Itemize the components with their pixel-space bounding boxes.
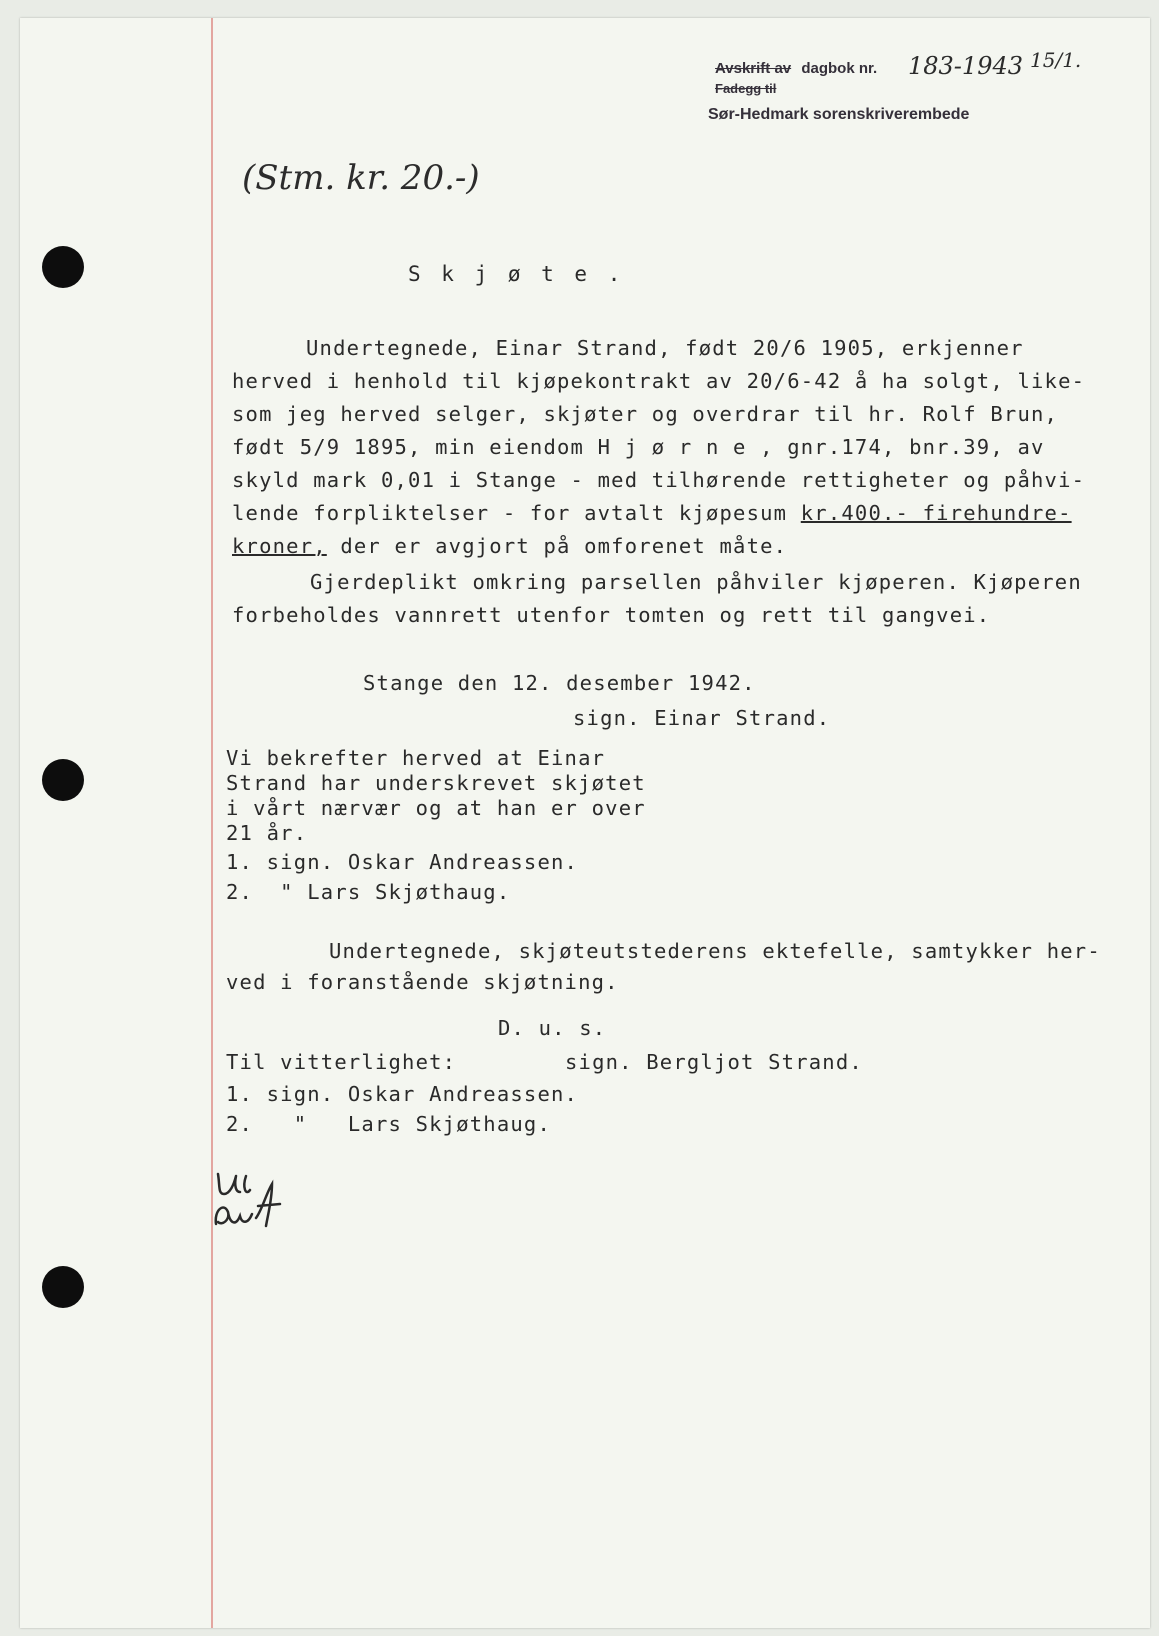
margin-rule: [211, 18, 213, 1628]
witness2-line: 1. sign. Oskar Andreassen.: [226, 1082, 579, 1106]
stamp-duty-note: (Stm. kr. 20.-): [242, 158, 480, 198]
witness-line: i vårt nærvær og at han er over: [226, 796, 646, 820]
punch-hole: [42, 759, 84, 801]
consent-line: Undertegnede, skjøteutstederens ektefelle, samtykker her-: [329, 939, 1101, 963]
witness-line: 2. " Lars Skjøthaug.: [226, 880, 511, 904]
para1-line: herved i henhold til kjøpekontrakt av 20/6-42 å ha solgt, like-: [232, 369, 1086, 393]
witness-line: Vi bekrefter herved at Einar: [226, 746, 606, 770]
spouse-signature: sign. Bergljot Strand.: [565, 1050, 863, 1074]
para1-line: født 5/9 1895, min eiendom H j ø r n e , gnr.174, bnr.39, av: [232, 435, 1045, 459]
witness-line: 1. sign. Oskar Andreassen.: [226, 850, 579, 874]
para1-line: skyld mark 0,01 i Stange - med tilhørende rettigheter og påhvi-: [232, 468, 1086, 492]
dus: D. u. s.: [498, 1016, 607, 1040]
stamp-prefix: Avskrift av: [715, 60, 792, 77]
place-date: Stange den 12. desember 1942.: [363, 671, 756, 695]
document-title: S k j ø t e .: [408, 262, 625, 286]
document-page: [20, 18, 1150, 1628]
purchase-amount-words: kroner,: [232, 534, 327, 558]
witness-line: 21 år.: [226, 821, 308, 845]
registry-stamp: [715, 60, 877, 77]
seller-signature: sign. Einar Strand.: [573, 706, 831, 730]
dagbok-number: 183-1943: [908, 52, 1023, 80]
stamp-prefix-2: Fadegg til: [715, 81, 777, 96]
stamp-dagbok-label: dagbok nr.: [801, 60, 878, 77]
punch-hole: [42, 1266, 84, 1308]
para1-line: som jeg herved selger, skjøter og overdrar til hr. Rolf Brun,: [232, 402, 1059, 426]
witness-line: Strand har underskrevet skjøtet: [226, 771, 646, 795]
para2-line: forbeholdes vannrett utenfor tomten og rett til gangvei.: [232, 603, 991, 627]
stamp-office: Sør-Hedmark sorenskriverembede: [708, 106, 970, 123]
consent-line: ved i foranstående skjøtning.: [226, 970, 619, 994]
para1-line: kroner, der er avgjort på omforenet måte.: [232, 534, 788, 558]
para1-line: Undertegnede, Einar Strand, født 20/6 1905, erkjenner: [306, 336, 1024, 360]
dagbok-date: 15/1.: [1030, 48, 1082, 72]
witness2-line: 2. " Lars Skjøthaug.: [226, 1112, 552, 1136]
para1-line: lende forpliktelser - for avtalt kjøpesum kr.400.- firehundre-: [232, 501, 1072, 525]
purchase-amount: kr.400.- firehundre-: [800, 501, 1072, 525]
para2-line: Gjerdeplikt omkring parsellen påhviler kjøperen. Kjøperen: [310, 570, 1082, 594]
til-vitterlighet: Til vitterlighet:: [226, 1050, 457, 1074]
punch-hole: [42, 246, 84, 288]
handwritten-initials: [210, 1166, 310, 1241]
